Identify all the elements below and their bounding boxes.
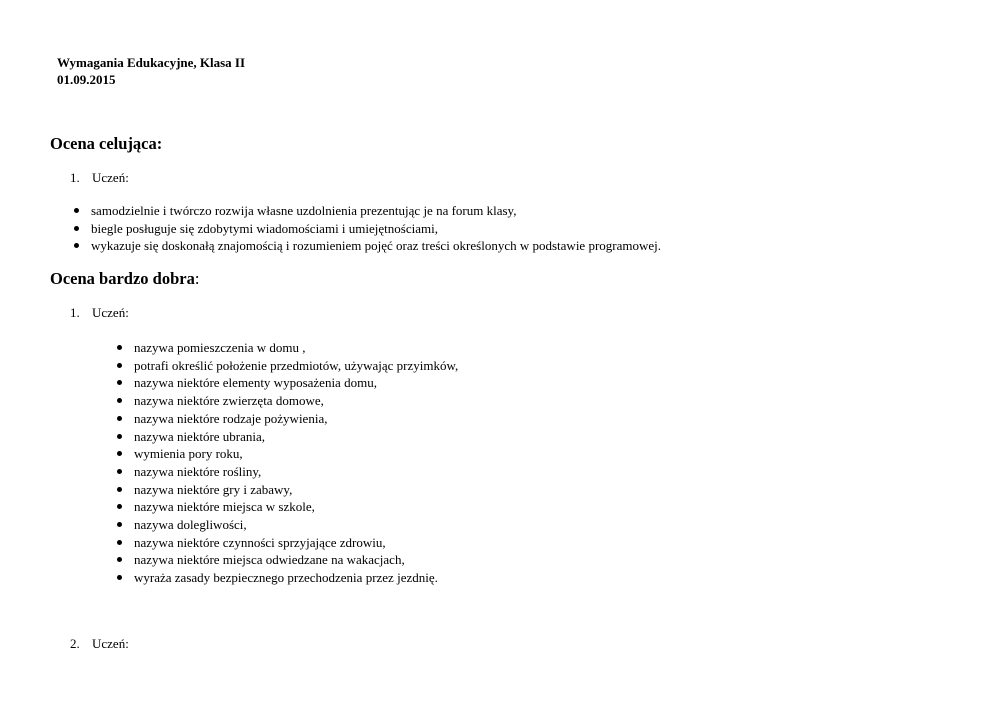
list-item: nazywa niektóre zwierzęta domowe, xyxy=(116,392,458,410)
section-heading-text: Ocena bardzo dobra xyxy=(50,269,195,288)
numbered-item xyxy=(70,636,129,652)
document-title: Wymagania Edukacyjne, Klasa II xyxy=(57,55,246,70)
list-item: potrafi określić położenie przedmiotów, używając przyimków, xyxy=(116,357,458,375)
section-heading-celujaca xyxy=(50,134,162,154)
list-item: nazywa niektóre czynności sprzyjające zdrowiu, xyxy=(116,534,458,552)
list-item: nazywa niektóre miejsca odwiedzane na wakacjach, xyxy=(116,551,458,569)
numbered-item xyxy=(70,170,129,186)
section-heading-text: Ocena celująca: xyxy=(50,134,163,153)
list-item: nazywa niektóre miejsca w szkole, xyxy=(116,498,458,516)
item-number: 1. xyxy=(70,305,80,320)
document-date: 01.09.2015 xyxy=(57,72,116,87)
list-item: wyraża zasady bezpiecznego przechodzenia przez jezdnię. xyxy=(116,569,458,587)
list-item: nazywa niektóre gry i zabawy, xyxy=(116,481,458,499)
bullet-list-bardzo-dobra xyxy=(116,339,458,587)
list-item: nazywa dolegliwości, xyxy=(116,516,458,534)
section-heading-bardzo-dobra xyxy=(50,269,199,289)
list-item: nazywa niektóre ubrania, xyxy=(116,428,458,446)
item-label: Uczeń: xyxy=(92,636,129,651)
list-item: samodzielnie i twórczo rozwija własne uzdolnienia prezentując je na forum klasy, xyxy=(73,202,661,220)
item-label: Uczeń: xyxy=(92,305,129,320)
item-number: 2. xyxy=(70,636,80,651)
item-number: 1. xyxy=(70,170,80,185)
list-item: nazywa niektóre elementy wyposażenia domu, xyxy=(116,374,458,392)
list-item: wymienia pory roku, xyxy=(116,445,458,463)
list-item: biegle posługuje się zdobytymi wiadomościami i umiejętnościami, xyxy=(73,220,661,238)
list-item: nazywa niektóre rośliny, xyxy=(116,463,458,481)
list-item: nazywa niektóre rodzaje pożywienia, xyxy=(116,410,458,428)
bullet-list-celujaca xyxy=(73,202,661,255)
numbered-item xyxy=(70,305,129,321)
section-heading-colon: : xyxy=(194,269,200,288)
list-item: wykazuje się doskonałą znajomością i rozumieniem pojęć oraz treści określonych w podstawie programowej. xyxy=(73,237,661,255)
list-item: nazywa pomieszczenia w domu , xyxy=(116,339,458,357)
item-label: Uczeń: xyxy=(92,170,129,185)
document-header xyxy=(57,54,245,88)
